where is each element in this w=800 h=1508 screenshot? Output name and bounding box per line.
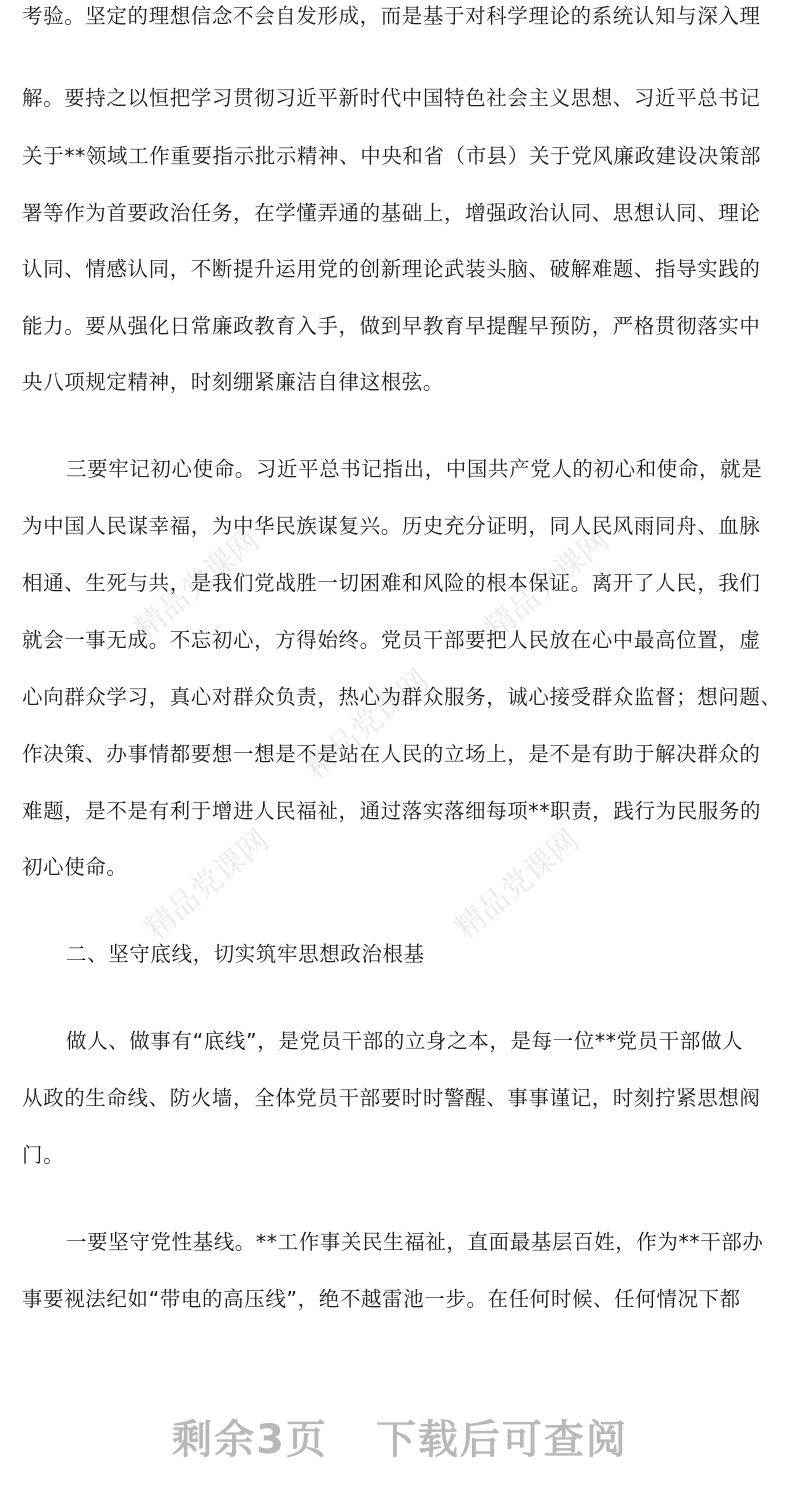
watermark: 精品党课网: [448, 823, 586, 947]
text-line: 就会一事无成。不忘初心，方得始终。党员干部要把人民放在心中最高位置，虚: [22, 628, 761, 652]
text-line: 关于**领域工作重要指示批示精神、中央和省（市县）关于党风廉政建设决策部: [22, 144, 762, 168]
text-line: 作决策、办事情都要想一想是不是站在人民的立场上，是不是有助于解决群众的: [22, 742, 761, 766]
paragraph-start: 三要牢记初心使命。习近平总书记指出，中国共产党人的初心和使命，就是: [66, 457, 763, 481]
text-line: 从政的生命线、防火墙，全体党员干部要时时警醒、事事谨记，时刻拧紧思想阀: [22, 1086, 761, 1110]
watermark: 精品党课网: [298, 663, 436, 787]
section-heading: 二、坚守底线，切实筑牢思想政治根基: [66, 942, 425, 966]
download-prompt[interactable]: [0, 1408, 800, 1465]
text-line: 门。: [22, 1143, 65, 1167]
text-line: 相通、生死与共，是我们党战胜一切困难和风险的根本保证。离开了人民，我们: [22, 571, 761, 595]
paragraph-start: 做人、做事有“底线”，是党员干部的立身之本，是每一位**党员干部做人: [66, 1029, 744, 1053]
text-line: 考验。坚定的理想信念不会自发形成，而是基于对科学理论的系统认知与深入理: [22, 4, 761, 28]
paragraph-start: 一要坚守党性基线。**工作事关民生福祉，直面最基层百姓，作为**干部办: [66, 1230, 764, 1254]
watermark: 精品党课网: [128, 523, 266, 647]
text-line: 事要视法纪如“带电的高压线”，绝不越雷池一步。在任何时候、任何情况下都: [22, 1287, 741, 1311]
watermark: 精品党课网: [138, 823, 276, 947]
remaining-pages-label: 剩余3页: [172, 1417, 328, 1463]
text-line: 能力。要从强化日常廉政教育入手，做到早教育早提醒早预防，严格贯彻落实中: [22, 314, 761, 338]
text-line: 署等作为首要政治任务，在学懂弄通的基础上，增强政治认同、思想认同、理论: [22, 201, 761, 225]
text-line: 为中国人民谋幸福，为中华民族谋复兴。历史充分证明，同人民风雨同舟、血脉: [22, 514, 761, 538]
download-to-view-label: 下载后可查阅: [375, 1417, 628, 1463]
text-line: 难题，是不是有利于增进人民福祉，通过落实落细每项**职责，践行为民服务的: [22, 799, 762, 823]
text-line: 心向群众学习，真心对群众负责，热心为群众服务，诚心接受群众监督；想问题、: [22, 685, 782, 709]
text-line: 解。要持之以恒把学习贯彻习近平新时代中国特色社会主义思想、习近平总书记: [22, 86, 761, 110]
watermark: 精品党课网: [478, 523, 616, 647]
text-line: 央八项规定精神，时刻绷紧廉洁自律这根弦。: [22, 370, 444, 394]
text-line: 认同、情感认同，不断提升运用党的创新理论武装头脑、破解难题、指导实践的: [22, 257, 761, 281]
text-line: 初心使命。: [22, 855, 128, 879]
